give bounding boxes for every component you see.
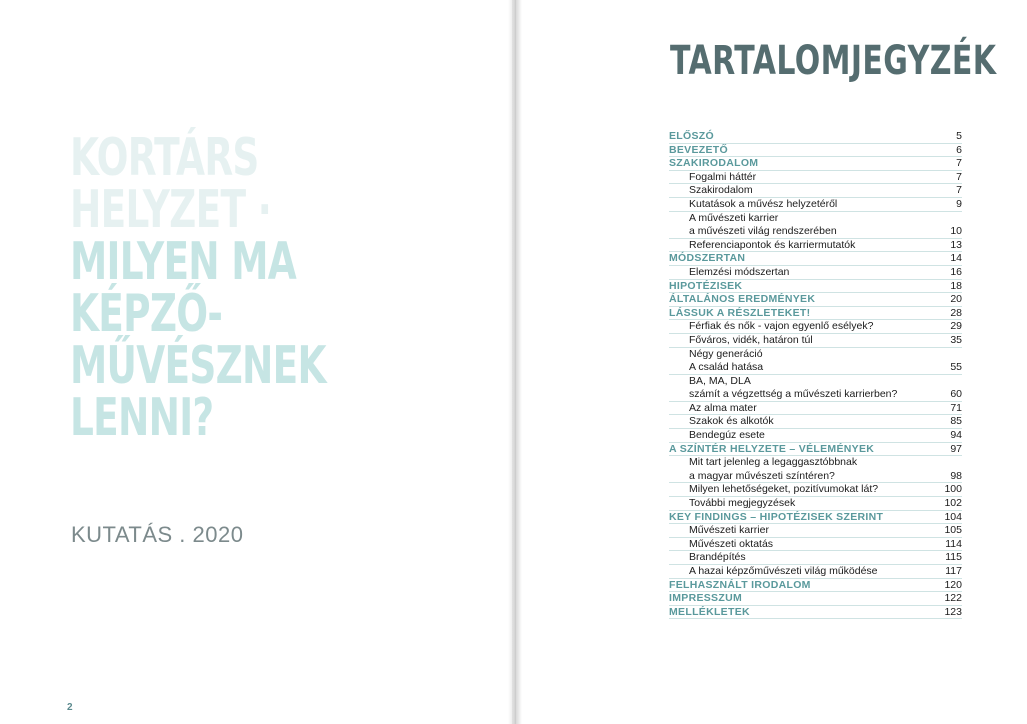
toc-entry-label: a művészeti világ rendszerében <box>689 225 837 238</box>
toc-section-row[interactable] <box>669 144 962 158</box>
toc-entry-label: Szakok és alkotók <box>689 415 774 428</box>
toc-entry-label: A család hatása <box>689 361 764 374</box>
toc-entry-page: 14 <box>950 252 962 265</box>
toc-entry-label: BA, MA, DLA <box>689 374 751 387</box>
left-page <box>0 0 512 724</box>
toc-entry-page: 6 <box>956 143 962 156</box>
page-number: 2 <box>67 702 73 713</box>
toc-subsection-row[interactable] <box>669 239 962 253</box>
toc-subsection-row[interactable] <box>669 375 962 389</box>
toc-entry-page: 104 <box>944 510 962 523</box>
toc-entry-page: 120 <box>944 578 962 591</box>
toc-entry-label: Milyen lehetőségeket, pozitívumokat lát? <box>689 483 879 496</box>
toc-entry-page: 55 <box>950 361 962 374</box>
toc-subsection-row[interactable] <box>669 361 962 375</box>
toc-entry-label: KEY FINDINGS – HIPOTÉZISEK SZERINT <box>669 510 884 523</box>
toc-entry-label: MELLÉKLETEK <box>669 605 750 618</box>
toc-entry-label: FELHASZNÁLT IRODALOM <box>669 578 811 591</box>
toc-entry-label: Művészeti karrier <box>689 524 769 537</box>
toc-subsection-row[interactable] <box>669 184 962 198</box>
toc-entry-label: Referenciapontok és karriermutatók <box>689 238 856 251</box>
toc-entry-page: 7 <box>956 184 962 197</box>
title-line-3: MILYEN MA <box>70 232 297 292</box>
toc-entry-label: Szakirodalom <box>689 184 753 197</box>
toc-subsection-row[interactable] <box>669 320 962 334</box>
toc-entry-label: Négy generáció <box>689 347 763 360</box>
toc-entry-page: 9 <box>956 197 962 210</box>
toc-subsection-row[interactable] <box>669 538 962 552</box>
toc-entry-label: LÁSSUK A RÉSZLETEKET! <box>669 306 811 319</box>
toc-entry-page: 71 <box>950 401 962 414</box>
toc-entry-label: SZAKIRODALOM <box>669 157 759 170</box>
toc-entry-page: 10 <box>950 225 962 238</box>
toc-subsection-row[interactable] <box>669 551 962 565</box>
toc-entry-page: 18 <box>950 279 962 292</box>
toc-entry-label: Főváros, vidék, határon túl <box>689 333 813 346</box>
table-of-contents <box>669 130 962 619</box>
toc-subsection-row[interactable] <box>669 456 962 470</box>
book-gutter <box>508 0 522 724</box>
toc-entry-label: HIPOTÉZISEK <box>669 279 743 292</box>
toc-entry-label: A SZÍNTÉR HELYZETE – VÉLEMÉNYEK <box>669 442 875 455</box>
toc-entry-page: 29 <box>950 320 962 333</box>
toc-subsection-row[interactable] <box>669 402 962 416</box>
toc-entry-page: 94 <box>950 429 962 442</box>
toc-entry-label: További megjegyzések <box>689 497 796 510</box>
toc-subsection-row[interactable] <box>669 171 962 185</box>
title-line-1: KORTÁRS <box>70 128 259 188</box>
toc-entry-page: 105 <box>944 524 962 537</box>
toc-entry-page: 114 <box>945 537 962 550</box>
toc-section-row[interactable] <box>669 443 962 457</box>
toc-entry-page: 7 <box>956 157 962 170</box>
toc-section-row[interactable] <box>669 157 962 171</box>
toc-entry-page: 117 <box>945 565 962 577</box>
toc-subsection-row[interactable] <box>669 348 962 362</box>
toc-section-row[interactable] <box>669 511 962 525</box>
toc-entry-label: A hazai képzőművészeti világ működése <box>689 565 878 577</box>
toc-subsection-row[interactable] <box>669 565 962 579</box>
title-line-2 <box>70 180 387 240</box>
toc-entry-page: 20 <box>950 293 962 306</box>
right-page <box>516 0 1027 724</box>
toc-entry-page: 115 <box>945 551 962 564</box>
toc-entry-page: 5 <box>956 130 962 142</box>
cover-subtitle: KUTATÁS . 2020 <box>71 522 244 547</box>
toc-section-row[interactable] <box>669 280 962 294</box>
toc-section-row[interactable] <box>669 592 962 606</box>
title-line-5: MŰVÉSZNEK <box>70 336 326 396</box>
toc-entry-page: 100 <box>944 483 962 496</box>
toc-subsection-row[interactable] <box>669 212 962 226</box>
toc-entry-page: 102 <box>944 497 962 510</box>
toc-entry-label: Fogalmi háttér <box>689 170 757 183</box>
toc-section-row[interactable] <box>669 579 962 593</box>
toc-entry-page: 28 <box>950 306 962 319</box>
toc-subsection-row[interactable] <box>669 266 962 280</box>
toc-entry-label: Művészeti oktatás <box>689 537 774 550</box>
toc-entry-page: 16 <box>950 265 962 278</box>
toc-entry-label: Bendegúz esete <box>689 429 765 442</box>
title-line-6: LENNI? <box>70 388 214 448</box>
toc-entry-label: A művészeti karrier <box>689 211 779 224</box>
toc-title: TARTALOMJEGYZÉK <box>670 38 997 84</box>
toc-entry-label: ELŐSZÓ <box>669 130 714 142</box>
toc-section-row[interactable] <box>669 130 962 144</box>
toc-entry-label: Elemzési módszertan <box>689 265 790 278</box>
toc-entry-label: MÓDSZERTAN <box>669 252 746 265</box>
toc-subsection-row[interactable] <box>669 429 962 443</box>
toc-section-row[interactable] <box>669 293 962 307</box>
toc-subsection-row[interactable] <box>669 497 962 511</box>
toc-entry-page: 7 <box>956 170 962 183</box>
cover-title <box>70 128 510 448</box>
toc-entry-label: Az alma mater <box>689 401 757 414</box>
toc-subsection-row[interactable] <box>669 388 962 402</box>
toc-section-row[interactable] <box>669 307 962 321</box>
toc-entry-page: 35 <box>950 333 962 346</box>
toc-entry-page: 85 <box>950 415 962 428</box>
toc-subsection-row[interactable] <box>669 198 962 212</box>
toc-entry-label: Kutatások a művész helyzetéről <box>689 197 838 210</box>
title-line-4: KÉPZŐ- <box>70 284 223 344</box>
toc-subsection-row[interactable] <box>669 524 962 538</box>
toc-subsection-row[interactable] <box>669 470 962 484</box>
toc-subsection-row[interactable] <box>669 483 962 497</box>
toc-subsection-row[interactable] <box>669 334 962 348</box>
toc-entry-page: 60 <box>950 388 962 401</box>
toc-entry-page: 97 <box>950 442 962 455</box>
title-separator: · <box>245 180 272 240</box>
toc-entry-page: 98 <box>950 469 962 482</box>
toc-entry-label: Férfiak és nők - vajon egyenlő esélyek? <box>689 320 874 333</box>
toc-section-row[interactable] <box>669 606 962 620</box>
toc-entry-label: számít a végzettség a művészeti karrierben? <box>689 388 898 401</box>
toc-entry-page: 13 <box>950 238 962 251</box>
toc-entry-label: a magyar művészeti színtéren? <box>689 469 835 482</box>
toc-entry-page: 123 <box>944 605 962 618</box>
toc-entry-label: Brandépítés <box>689 551 746 564</box>
toc-entry-label: ÁLTALÁNOS EREDMÉNYEK <box>669 293 816 306</box>
toc-subsection-row[interactable] <box>669 225 962 239</box>
toc-subsection-row[interactable] <box>669 415 962 429</box>
toc-entry-label: BEVEZETŐ <box>669 143 728 156</box>
toc-entry-page: 122 <box>944 592 962 605</box>
toc-entry-label: Mit tart jelenleg a legaggasztóbbnak <box>689 456 858 469</box>
toc-entry-label: IMPRESSZUM <box>669 592 743 605</box>
toc-section-row[interactable] <box>669 252 962 266</box>
title-line-2-text: HELYZET <box>70 180 246 240</box>
